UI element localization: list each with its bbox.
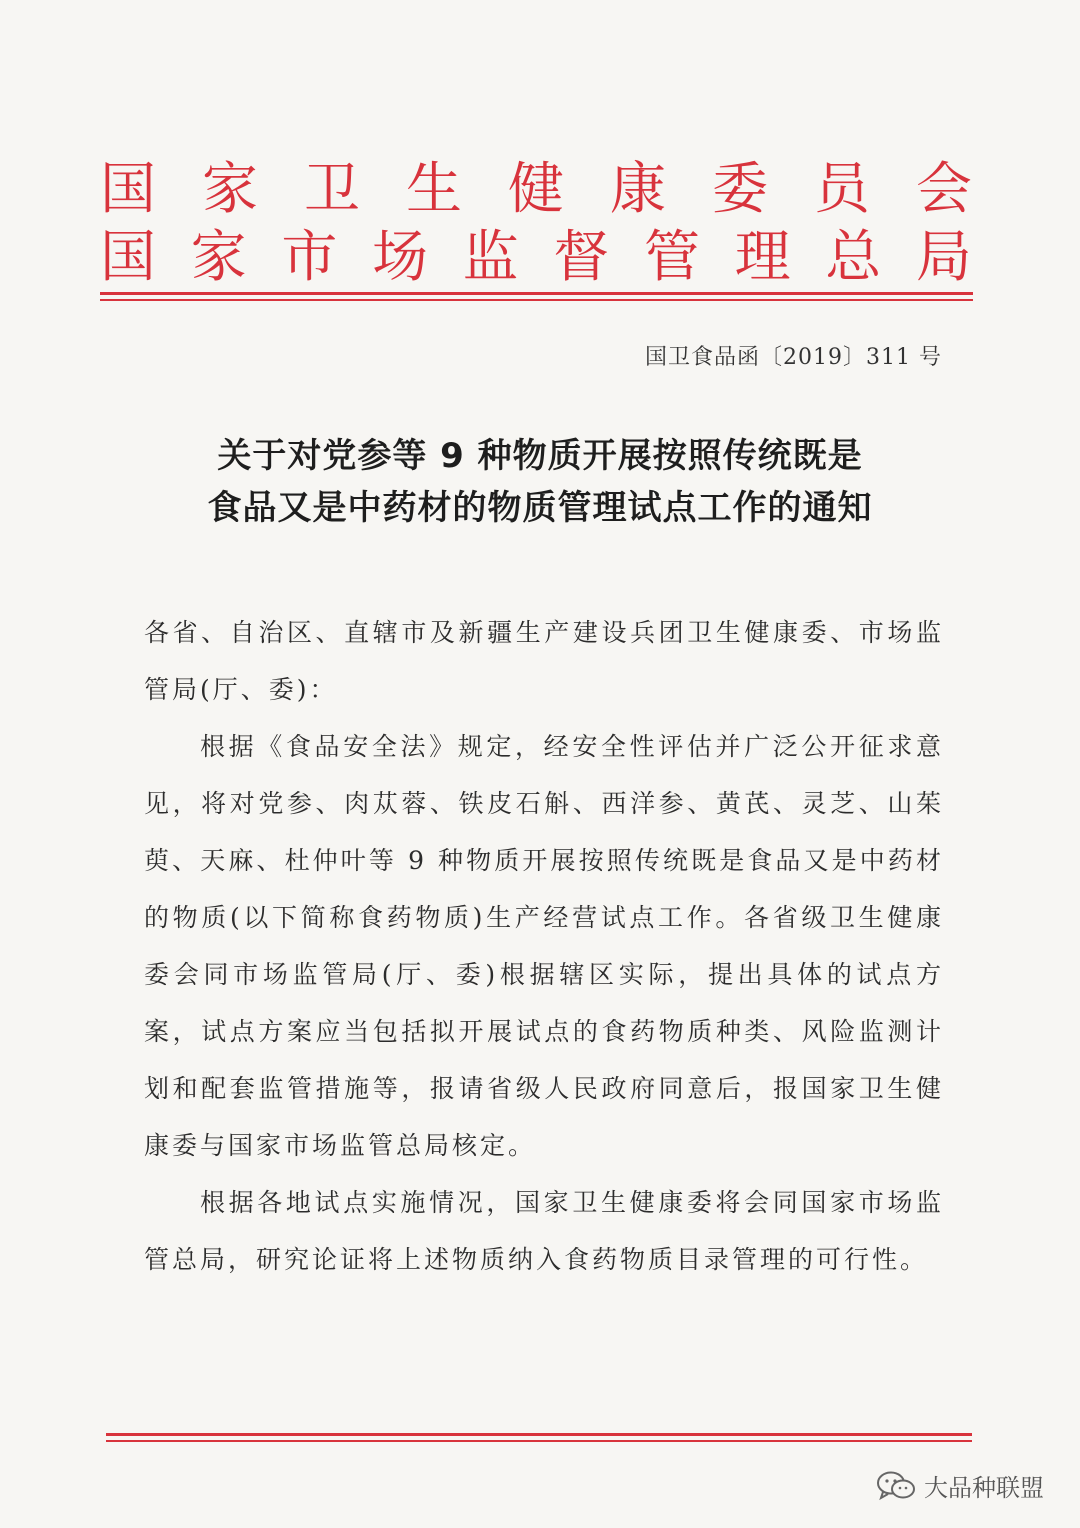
- issuer-char: 委: [712, 157, 768, 222]
- wechat-icon: [876, 1470, 916, 1502]
- issuer-char: 国: [100, 225, 156, 290]
- issuer-char: 督: [553, 225, 610, 290]
- header-red-rule-thick: [100, 292, 973, 295]
- header-red-rule-thin: [100, 299, 973, 301]
- issuer-line-2: [100, 226, 972, 290]
- footer-red-rule-thick: [106, 1433, 972, 1436]
- issuer-char: 健: [508, 157, 564, 222]
- issuer-char: 总: [825, 225, 882, 290]
- issuer-char: 市: [281, 225, 338, 290]
- salutation: 各省、自治区、直辖市及新疆生产建设兵团卫生健康委、市场监管局(厅、委)：: [144, 618, 944, 704]
- document-body: [144, 604, 944, 1288]
- issuer-char: 卫: [304, 157, 360, 222]
- issuer-char: 员: [814, 157, 870, 222]
- issuer-char: 国: [100, 157, 156, 222]
- watermark-text: 大品种联盟: [924, 1474, 1044, 1502]
- document-title-line-2: 食品又是中药材的物质管理试点工作的通知: [207, 488, 873, 528]
- paragraph-1: 根据《食品安全法》规定，经安全性评估并广泛公开征求意见，将对党参、肉苁蓉、铁皮石斛、西洋参、黄芪、灵芝、山茱萸、天麻、杜仲叶等 9 种物质开展按照传统既是食品又是中药材的物质(以下简称食药物质)生产经营试点工作。各省级卫生健康委会同市场监管局(厅、委)根据辖区实际，提出具体的试点方案，试点方案应当包括拟开展试点的食药物质种类、风险监测计划和配套监管措施等，报请省级人民政府同意后，报国家卫生健康委与国家市场监管总局核定。: [144, 732, 944, 1160]
- issuer-char: 家: [202, 157, 258, 222]
- document-title-line-1: 关于对党参等 9 种物质开展按照传统既是: [217, 436, 863, 476]
- issuer-char: 场: [371, 225, 428, 290]
- issuer-line-1: [100, 158, 972, 222]
- issuer-char: 监: [462, 225, 519, 290]
- issuer-char: 会: [916, 157, 972, 222]
- issuer-char: 局: [915, 225, 972, 290]
- issuer-char: 理: [734, 225, 791, 290]
- issuer-char: 康: [610, 157, 666, 222]
- issuer-char: 管: [643, 225, 700, 290]
- watermark: [876, 1468, 1044, 1503]
- issuer-char: 家: [190, 225, 247, 290]
- document-number: 国卫食品函〔2019〕311 号: [645, 345, 942, 370]
- paragraph-2: 根据各地试点实施情况，国家卫生健康委将会同国家市场监管总局，研究论证将上述物质纳入食药物质目录管理的可行性。: [144, 1188, 944, 1274]
- issuer-char: 生: [406, 157, 462, 222]
- footer-red-rule-thin: [106, 1440, 972, 1442]
